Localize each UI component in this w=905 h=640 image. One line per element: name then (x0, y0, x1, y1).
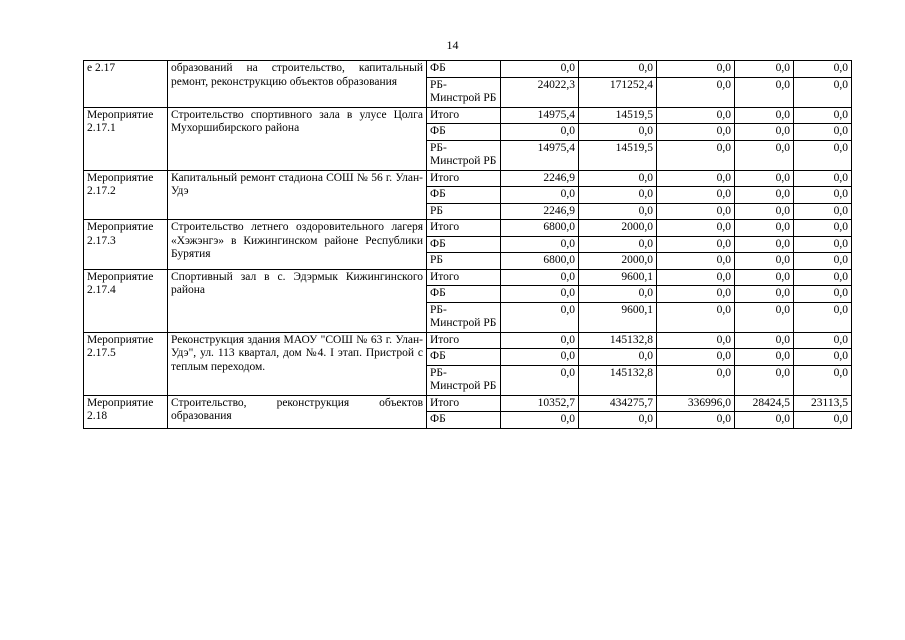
activity-name: Строительство, реконструкция объектов образования (168, 395, 427, 428)
activity-name: образований на строительство, капитальный ремонт, реконструкцию объектов образования (168, 61, 427, 108)
amount-cell: 0,0 (794, 349, 852, 366)
amount-cell: 0,0 (794, 286, 852, 303)
amount-cell: 6800,0 (501, 253, 579, 270)
amount-cell: 0,0 (657, 170, 735, 187)
amount-cell: 0,0 (657, 236, 735, 253)
amount-cell: 0,0 (794, 77, 852, 107)
amount-cell: 0,0 (735, 332, 794, 349)
funding-source: ФБ (427, 187, 501, 204)
amount-cell: 0,0 (657, 286, 735, 303)
amount-cell: 0,0 (735, 253, 794, 270)
activity-code: е 2.17 (84, 61, 168, 108)
amount-cell: 0,0 (735, 140, 794, 170)
amount-cell: 336996,0 (657, 395, 735, 412)
amount-cell: 0,0 (657, 107, 735, 124)
activity-code: Мероприятие 2.18 (84, 395, 168, 428)
amount-cell: 0,0 (501, 269, 579, 286)
table-row (84, 220, 852, 237)
amount-cell: 0,0 (657, 302, 735, 332)
funding-source: Итого (427, 107, 501, 124)
table-row (84, 107, 852, 124)
table-row (84, 61, 852, 78)
amount-cell: 0,0 (501, 124, 579, 141)
amount-cell: 0,0 (794, 412, 852, 429)
amount-cell: 10352,7 (501, 395, 579, 412)
funding-source: РБ-Минстрой РБ (427, 77, 501, 107)
amount-cell: 0,0 (794, 203, 852, 220)
activity-code: Мероприятие 2.17.4 (84, 269, 168, 332)
activity-code: Мероприятие 2.17.5 (84, 332, 168, 395)
amount-cell: 0,0 (794, 332, 852, 349)
amount-cell: 0,0 (501, 302, 579, 332)
amount-cell: 0,0 (657, 412, 735, 429)
amount-cell: 28424,5 (735, 395, 794, 412)
amount-cell: 0,0 (579, 203, 657, 220)
amount-cell: 2246,9 (501, 170, 579, 187)
amount-cell: 434275,7 (579, 395, 657, 412)
amount-cell: 0,0 (579, 236, 657, 253)
amount-cell: 145132,8 (579, 365, 657, 395)
amount-cell: 0,0 (794, 253, 852, 270)
amount-cell: 0,0 (501, 412, 579, 429)
amount-cell: 14975,4 (501, 107, 579, 124)
amount-cell: 0,0 (735, 286, 794, 303)
funding-source: РБ (427, 203, 501, 220)
amount-cell: 0,0 (735, 349, 794, 366)
activity-name: Спортивный зал в с. Эдэрмык Кижингинского района (168, 269, 427, 332)
amount-cell: 0,0 (735, 203, 794, 220)
funding-source: ФБ (427, 124, 501, 141)
amount-cell: 171252,4 (579, 77, 657, 107)
amount-cell: 24022,3 (501, 77, 579, 107)
amount-cell: 0,0 (657, 332, 735, 349)
funding-source: ФБ (427, 349, 501, 366)
amount-cell: 0,0 (794, 107, 852, 124)
amount-cell: 0,0 (794, 140, 852, 170)
funding-source: РБ-Минстрой РБ (427, 365, 501, 395)
amount-cell: 0,0 (735, 107, 794, 124)
table-row (84, 395, 852, 412)
amount-cell: 0,0 (735, 412, 794, 429)
activity-code: Мероприятие 2.17.3 (84, 220, 168, 270)
amount-cell: 0,0 (657, 269, 735, 286)
amount-cell: 2000,0 (579, 220, 657, 237)
amount-cell: 0,0 (794, 61, 852, 78)
amount-cell: 0,0 (794, 269, 852, 286)
amount-cell: 0,0 (579, 61, 657, 78)
amount-cell: 14519,5 (579, 107, 657, 124)
amount-cell: 0,0 (735, 124, 794, 141)
budget-table (83, 60, 852, 429)
amount-cell: 9600,1 (579, 302, 657, 332)
funding-source: РБ (427, 253, 501, 270)
amount-cell: 0,0 (735, 236, 794, 253)
amount-cell: 0,0 (657, 365, 735, 395)
amount-cell: 23113,5 (794, 395, 852, 412)
funding-source: Итого (427, 332, 501, 349)
amount-cell: 2246,9 (501, 203, 579, 220)
activity-code: Мероприятие 2.17.1 (84, 107, 168, 170)
amount-cell: 0,0 (657, 61, 735, 78)
table-row (84, 170, 852, 187)
activity-name: Строительство летнего оздоровительного лагеря «Хэжэнгэ» в Кижингинском районе Республики Бурятия (168, 220, 427, 270)
amount-cell: 0,0 (579, 412, 657, 429)
funding-source: ФБ (427, 236, 501, 253)
funding-source: Итого (427, 269, 501, 286)
amount-cell: 0,0 (501, 365, 579, 395)
amount-cell: 0,0 (794, 236, 852, 253)
amount-cell: 0,0 (657, 187, 735, 204)
amount-cell: 0,0 (657, 124, 735, 141)
amount-cell: 14975,4 (501, 140, 579, 170)
activity-name: Строительство спортивного зала в улусе Цолга Мухоршибирского района (168, 107, 427, 170)
amount-cell: 0,0 (657, 203, 735, 220)
funding-source: Итого (427, 220, 501, 237)
amount-cell: 0,0 (657, 220, 735, 237)
amount-cell: 0,0 (501, 236, 579, 253)
amount-cell: 0,0 (501, 61, 579, 78)
amount-cell: 0,0 (794, 124, 852, 141)
amount-cell: 0,0 (579, 124, 657, 141)
amount-cell: 0,0 (657, 253, 735, 270)
amount-cell: 0,0 (794, 187, 852, 204)
funding-source: ФБ (427, 286, 501, 303)
page-number: 14 (446, 38, 459, 52)
amount-cell: 6800,0 (501, 220, 579, 237)
amount-cell: 0,0 (501, 349, 579, 366)
amount-cell: 0,0 (735, 269, 794, 286)
amount-cell: 0,0 (794, 170, 852, 187)
amount-cell: 0,0 (735, 187, 794, 204)
activity-name: Капитальный ремонт стадиона СОШ № 56 г. Улан-Удэ (168, 170, 427, 220)
amount-cell: 14519,5 (579, 140, 657, 170)
table-row (84, 332, 852, 349)
funding-source: РБ-Минстрой РБ (427, 302, 501, 332)
amount-cell: 0,0 (579, 187, 657, 204)
amount-cell: 0,0 (735, 77, 794, 107)
amount-cell: 0,0 (657, 349, 735, 366)
funding-source: ФБ (427, 412, 501, 429)
amount-cell: 0,0 (657, 77, 735, 107)
amount-cell: 145132,8 (579, 332, 657, 349)
amount-cell: 2000,0 (579, 253, 657, 270)
amount-cell: 9600,1 (579, 269, 657, 286)
amount-cell: 0,0 (657, 140, 735, 170)
amount-cell: 0,0 (579, 286, 657, 303)
amount-cell: 0,0 (735, 302, 794, 332)
amount-cell: 0,0 (794, 365, 852, 395)
amount-cell: 0,0 (735, 61, 794, 78)
funding-source: Итого (427, 395, 501, 412)
funding-source: Итого (427, 170, 501, 187)
table-row (84, 269, 852, 286)
amount-cell: 0,0 (579, 170, 657, 187)
amount-cell: 0,0 (501, 332, 579, 349)
amount-cell: 0,0 (794, 220, 852, 237)
funding-source: РБ-Минстрой РБ (427, 140, 501, 170)
amount-cell: 0,0 (794, 302, 852, 332)
amount-cell: 0,0 (735, 365, 794, 395)
amount-cell: 0,0 (735, 170, 794, 187)
amount-cell: 0,0 (735, 220, 794, 237)
activity-name: Реконструкция здания МАОУ "СОШ № 63 г. Улан-Удэ", ул. 113 квартал, дом №4. I этап. Пристрой с теплым переходом. (168, 332, 427, 395)
activity-code: Мероприятие 2.17.2 (84, 170, 168, 220)
funding-source: ФБ (427, 61, 501, 78)
amount-cell: 0,0 (579, 349, 657, 366)
amount-cell: 0,0 (501, 286, 579, 303)
amount-cell: 0,0 (501, 187, 579, 204)
